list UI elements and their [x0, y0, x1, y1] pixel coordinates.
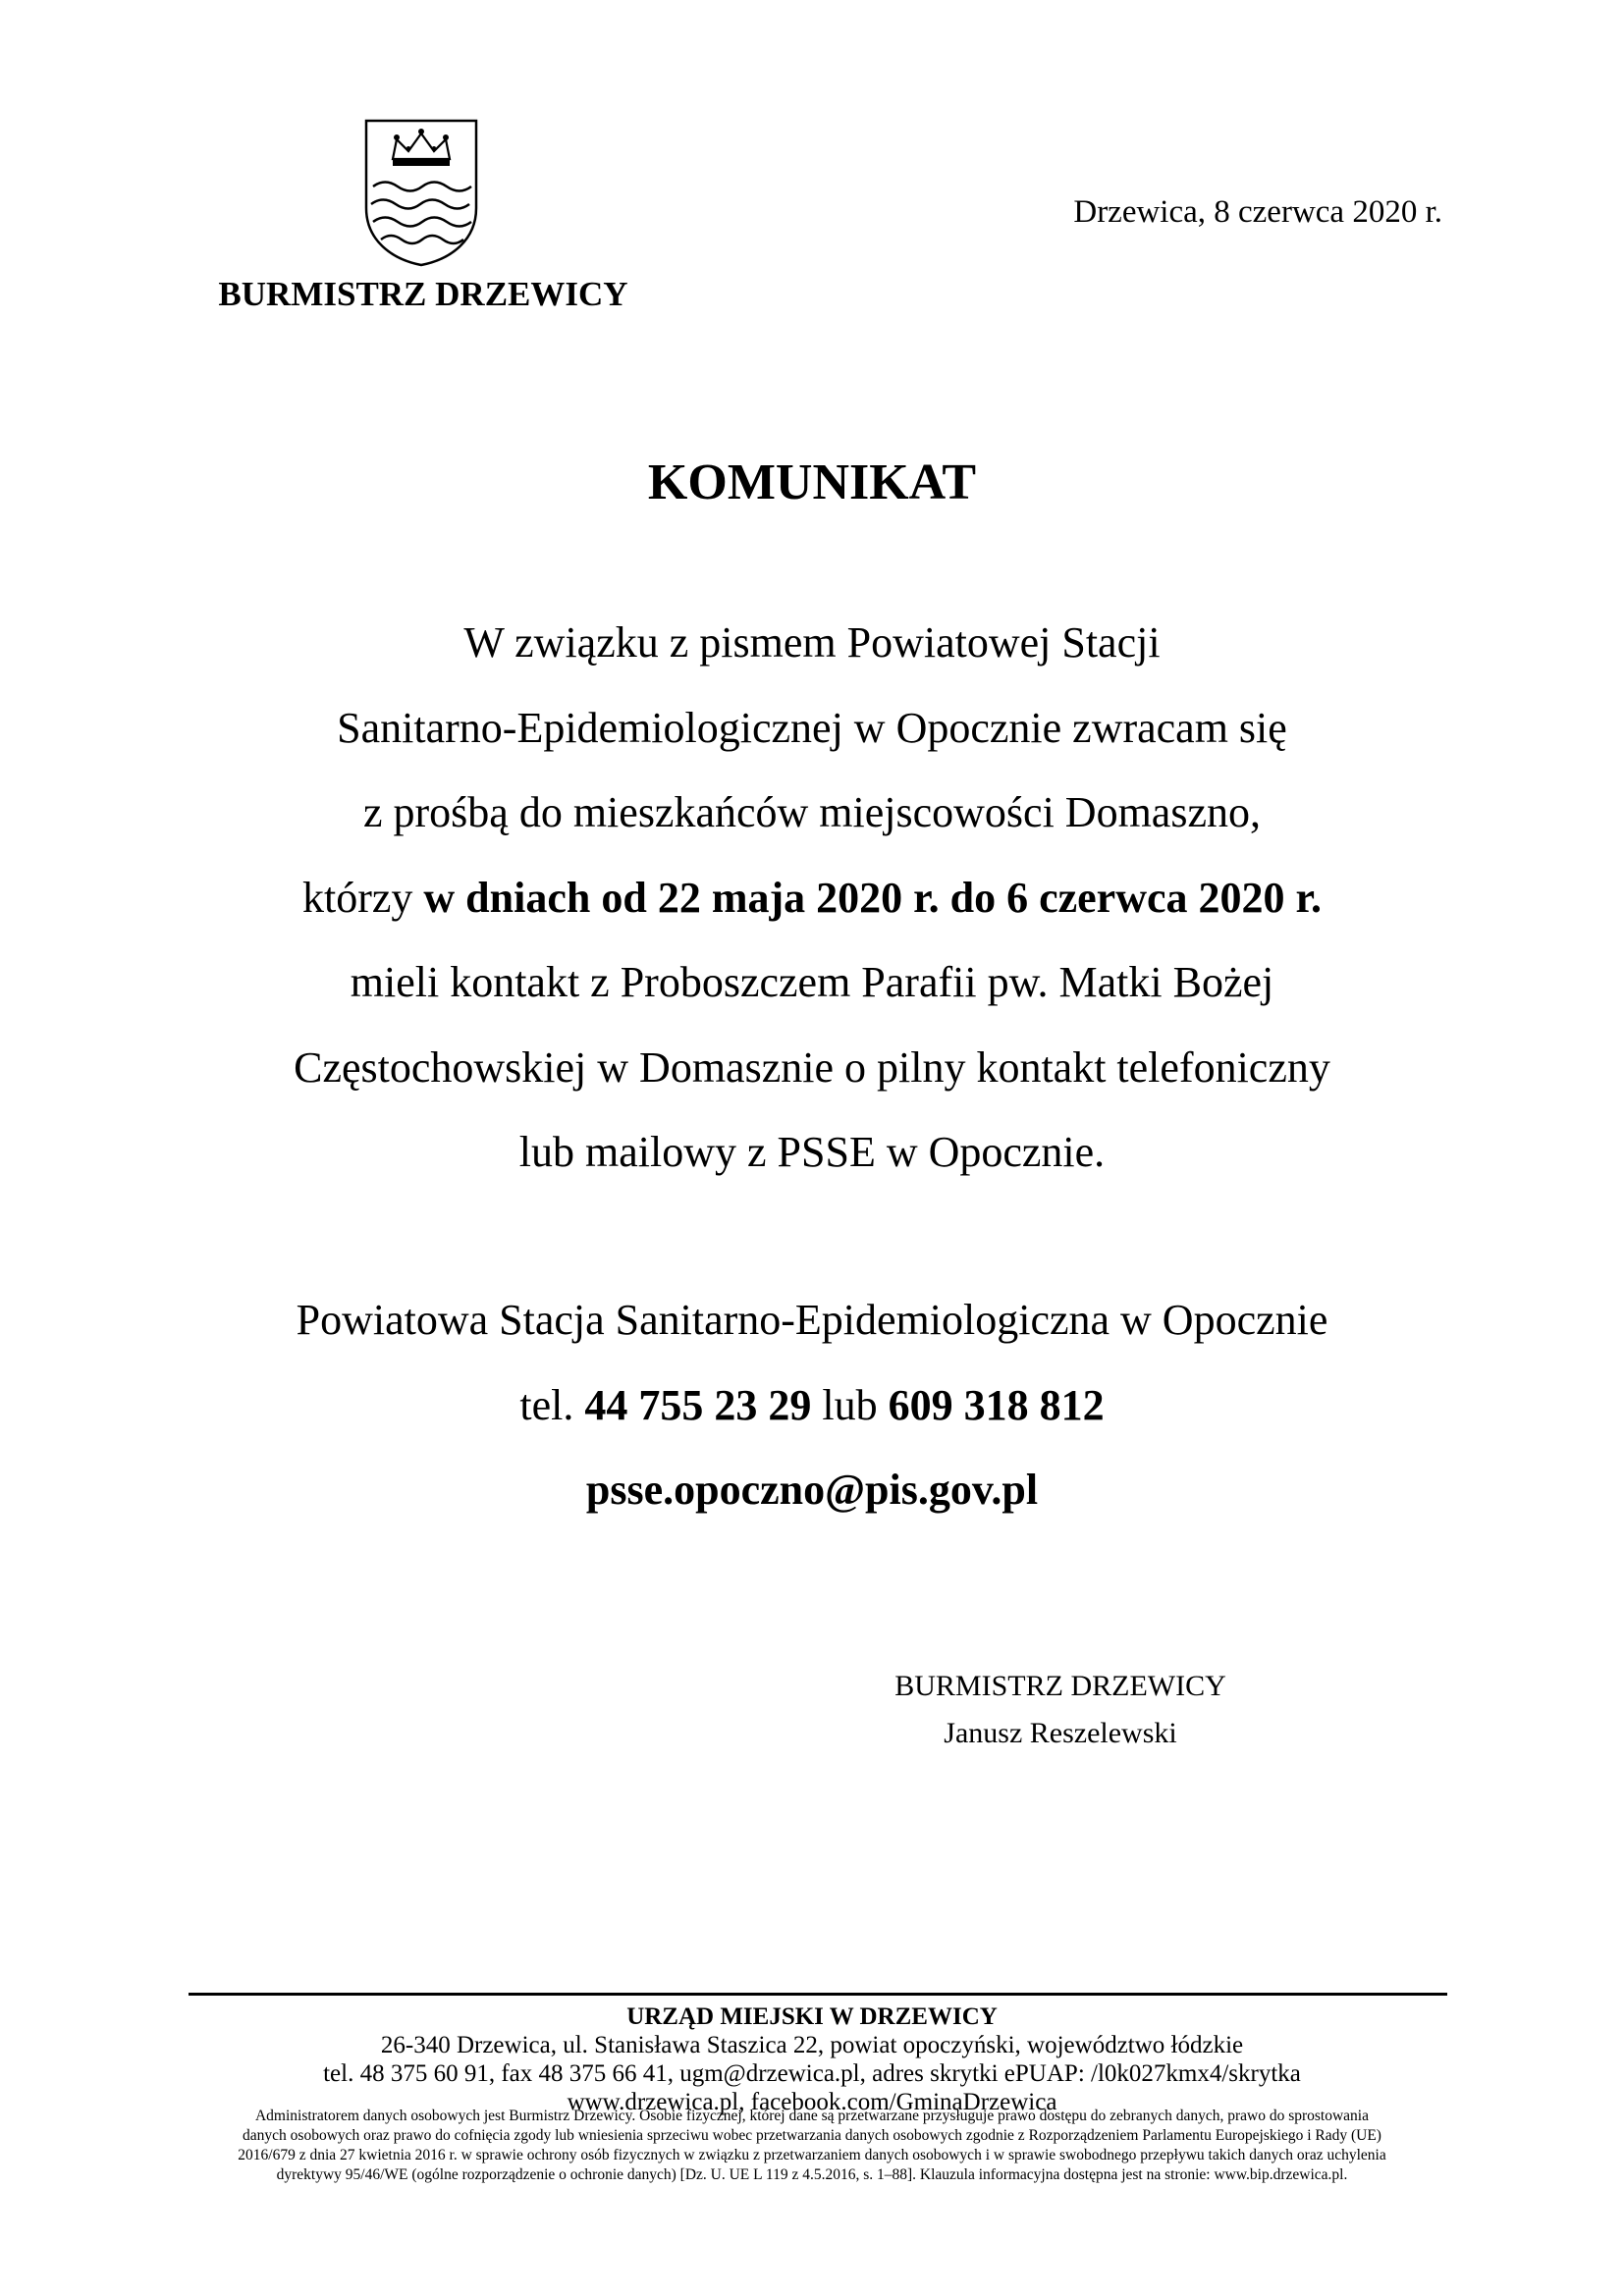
body-line-4 — [147, 856, 1477, 941]
coat-of-arms-icon — [363, 118, 479, 267]
date-range-highlight: w dniach od 22 maja 2020 r. do 6 czerwca 2020 r. — [423, 873, 1322, 922]
body-line-1: W związku z pismem Powiatowej Stacji — [463, 618, 1161, 667]
footer-office — [147, 2002, 1477, 2116]
gdpr-line-4: dyrektywy 95/46/WE (ogólne rozporządzenie o ochronie danych) [Dz. U. UE L 119 z 4.5.2016, s. 1–88]. Klauzula informacyjna dostępna jest na stronie: www.bip.drzewica.pl. — [276, 2166, 1348, 2183]
signature-name: Janusz Reszelewski — [944, 1717, 1177, 1749]
email-address: psse.opoczno@pis.gov.pl — [585, 1466, 1039, 1514]
body-line-7: lub mailowy z PSSE w Opocznie. — [518, 1128, 1106, 1176]
body-line-3: z prośbą do mieszkańców miejscowości Domaszno, — [363, 788, 1261, 836]
office-web: www.drzewica.pl, facebook.com/GminaDrzewica — [567, 2089, 1057, 2115]
phone-line — [147, 1363, 1477, 1449]
announcement-body — [147, 601, 1477, 1196]
footer-divider — [189, 1993, 1447, 1996]
gdpr-line-1: Administratorem danych osobowych jest Burmistrz Drzewicy. Osobie fizycznej, której dane są przetwarzane przysługuje prawo dostępu do zebranych danych, prawo do sprostowania — [254, 2108, 1369, 2124]
phone-number-1: 44 755 23 29 — [584, 1380, 812, 1429]
office-name: URZĄD MIEJSKI W DRZEWICY — [626, 2003, 998, 2030]
body-line-4-prefix: którzy — [302, 873, 424, 922]
tel-or: lub — [811, 1380, 889, 1429]
contact-block — [147, 1278, 1477, 1533]
email-line — [147, 1448, 1477, 1533]
office-address: 26-340 Drzewica, ul. Stanisława Staszica 22, powiat opoczyński, województwo łódzkie — [380, 2032, 1244, 2058]
signature-role: BURMISTRZ DRZEWICY — [894, 1670, 1226, 1702]
body-line-2: Sanitarno-Epidemiologicznej w Opocznie zwracam się — [337, 703, 1287, 752]
office-contact: tel. 48 375 60 91, fax 48 375 66 41, ugm@drzewica.pl, adres skrytki ePUAP: /l0k027kmx4/skrytka — [323, 2060, 1301, 2087]
institution-name: Powiatowa Stacja Sanitarno-Epidemiologiczna w Opocznie — [296, 1296, 1328, 1344]
signature-block — [805, 1663, 1316, 1757]
gdpr-notice — [187, 2107, 1437, 2185]
document-title: KOMUNIKAT — [647, 454, 977, 510]
phone-number-2: 609 318 812 — [888, 1380, 1105, 1429]
gdpr-line-2: danych osobowych oraz prawo do cofnięcia zgody lub wniesienia sprzeciwu wobec przetwarzania danych osobowych zgodnie z Rozporządzeniem Parlamentu Europejskiego i Rady (UE) — [243, 2127, 1381, 2144]
gdpr-line-3: 2016/679 z dnia 27 kwietnia 2016 r. w sprawie ochrony osób fizycznych w związku z przetwarzaniem danych osobowych i w sprawie swobodnego przepływu takich danych oraz uchylenia — [238, 2147, 1386, 2163]
issuer-heading: BURMISTRZ DRZEWICY — [218, 275, 628, 313]
tel-prefix: tel. — [519, 1380, 585, 1429]
body-line-5: mieli kontakt z Proboszczem Parafii pw. Matki Bożej — [350, 958, 1274, 1006]
document-date: Drzewica, 8 czerwca 2020 r. — [1073, 194, 1442, 230]
body-line-6: Częstochowskiej w Domasznie o pilny kontakt telefoniczny — [294, 1042, 1330, 1092]
